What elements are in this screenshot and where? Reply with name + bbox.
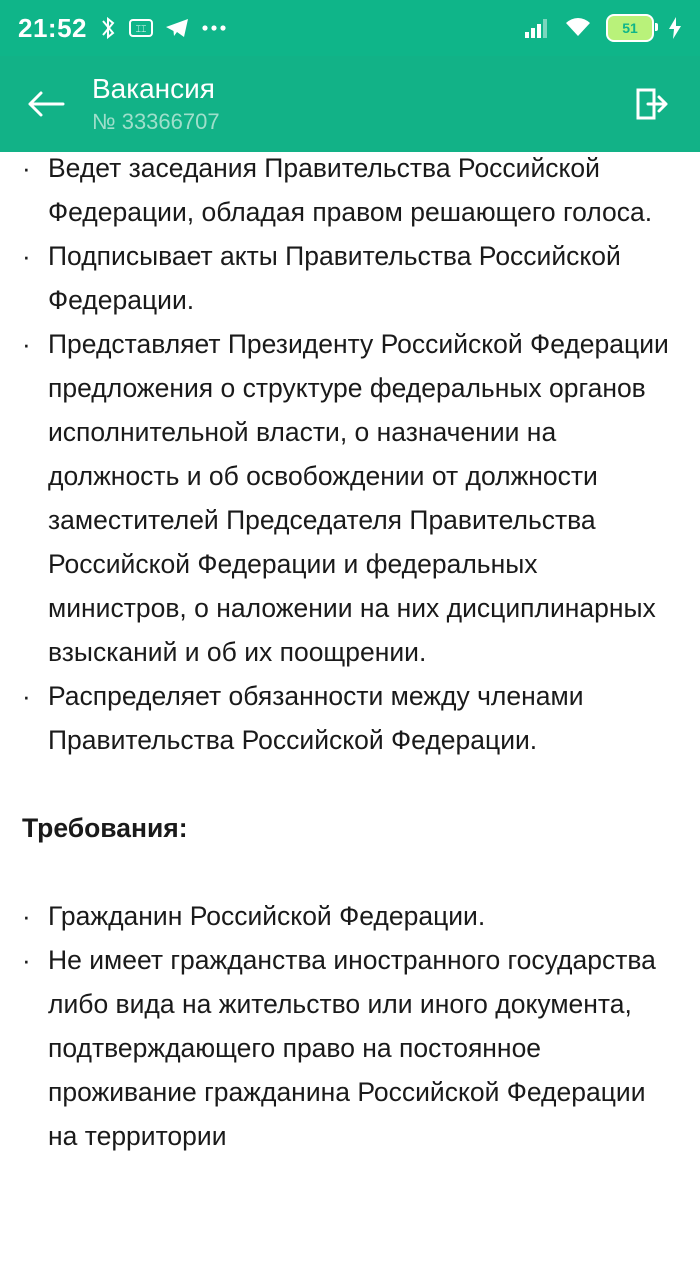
- list-item: [22, 322, 678, 674]
- requirement-text: Не имеет гражданства иностранного государства либо вида на жительство или иного документа, подтверждающего право на постоянное проживание гражданина Российской Федерации на территории: [48, 945, 656, 1151]
- more-icon: [201, 24, 227, 32]
- duty-text: Ведет заседания Правительства Российской Федерации, обладая правом решающего голоса.: [48, 153, 653, 227]
- requirement-text: Гражданин Российской Федерации.: [48, 901, 486, 931]
- battery-level: 51: [622, 20, 638, 36]
- vacancy-content[interactable]: [0, 152, 700, 1278]
- content-inner: [22, 152, 678, 1158]
- sim-card-icon: [129, 19, 153, 37]
- duty-text: Подписывает акты Правительства Российской Федерации.: [48, 241, 621, 315]
- signal-icon: [524, 17, 550, 39]
- bluetooth-icon: [99, 16, 117, 40]
- svg-text:⌶⌶: ⌶⌶: [135, 24, 147, 34]
- page-title: Вакансия: [92, 73, 215, 104]
- bullet-icon: ·: [22, 153, 31, 183]
- duty-text: Распределяет обязанности между членами Правительства Российской Федерации.: [48, 681, 584, 755]
- list-item: [22, 674, 678, 762]
- list-item: [22, 894, 678, 938]
- requirements-heading: Требования:: [22, 813, 188, 843]
- list-item: [22, 152, 678, 234]
- battery-icon: [606, 14, 654, 42]
- wifi-icon: [564, 17, 592, 39]
- duty-text: Представляет Президенту Российской Федерации предложения о структуре федеральных органов исполнительной власти, о назначении на должность и об освобождении от должности заместителей Председателя Правительства Российской Федерации и федеральных министров, о наложении на них дисциплинарных взысканий и об их поощрении.: [48, 329, 669, 667]
- telegram-icon: [165, 17, 189, 39]
- status-bar-right: [524, 14, 682, 42]
- vacancy-number: № 33366707: [92, 109, 220, 134]
- list-item: [22, 938, 678, 1158]
- app-bar: [0, 56, 700, 152]
- status-clock: 21:52: [18, 12, 87, 43]
- charging-icon: [668, 16, 682, 40]
- bullet-icon: ·: [22, 945, 31, 975]
- status-bar-left: [18, 13, 227, 44]
- bullet-icon: ·: [22, 681, 31, 711]
- bullet-icon: ·: [22, 241, 31, 271]
- bullet-icon: ·: [22, 329, 31, 359]
- back-arrow-icon[interactable]: [24, 82, 68, 126]
- app-bar-titles: [92, 72, 220, 136]
- bullet-icon: ·: [22, 901, 31, 931]
- exit-icon[interactable]: [628, 80, 676, 128]
- status-bar: [0, 0, 700, 56]
- list-item: [22, 234, 678, 322]
